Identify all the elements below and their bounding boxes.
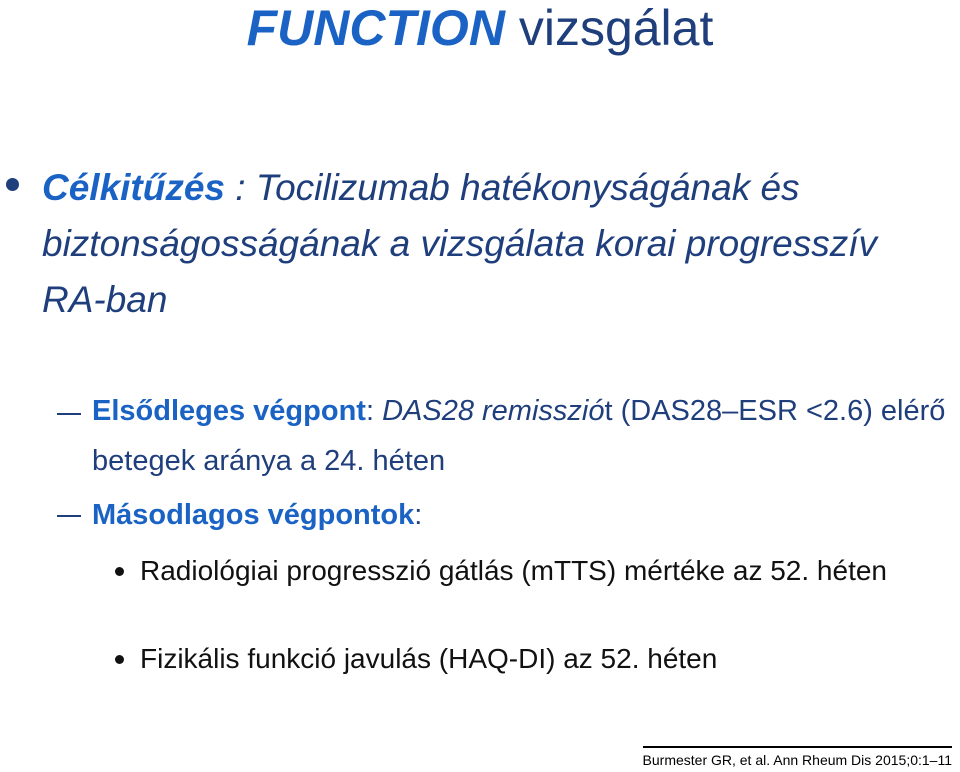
- bullet-dot-icon: [115, 567, 124, 576]
- secondary-item: Fizikális funkció javulás (HAQ-DI) az 52. héten: [140, 643, 718, 674]
- bullet-dot-icon: [115, 655, 124, 664]
- title-highlight: FUNCTION: [246, 0, 505, 56]
- secondary-endpoints-colon: :: [414, 499, 423, 531]
- slide-title: [0, 0, 960, 56]
- primary-endpoint-label: Elsődleges végpont: [92, 395, 366, 427]
- primary-endpoint-text: t (DAS28–ESR <2.6) elérő betegek aránya a 24. héten: [92, 395, 946, 477]
- objective-text: Tocilizumab hatékonyságának és biztonságosságának a vizsgálata korai progresszív RA-ban: [42, 167, 878, 320]
- dash-icon: [57, 515, 81, 517]
- title-rest: vizsgálat: [504, 0, 714, 56]
- primary-endpoint-colon: :: [365, 395, 383, 427]
- secondary-item: Radiológiai progresszió gátlás (mTTS) mértéke az 52. héten: [140, 555, 888, 586]
- primary-endpoint: [92, 386, 952, 486]
- objective-label: Célkitűzés: [42, 167, 226, 208]
- citation: Burmester GR, et al. Ann Rheum Dis 2015;0:1–11: [643, 746, 952, 768]
- objective-separator: :: [225, 167, 256, 208]
- dash-icon: [57, 413, 81, 415]
- objective-bullet: [42, 160, 942, 328]
- secondary-endpoints: [92, 490, 952, 540]
- primary-endpoint-italic: DAS28 remisszió: [382, 395, 605, 427]
- secondary-endpoints-label: Másodlagos végpontok: [92, 499, 415, 531]
- bullet-dot-icon: [6, 178, 19, 191]
